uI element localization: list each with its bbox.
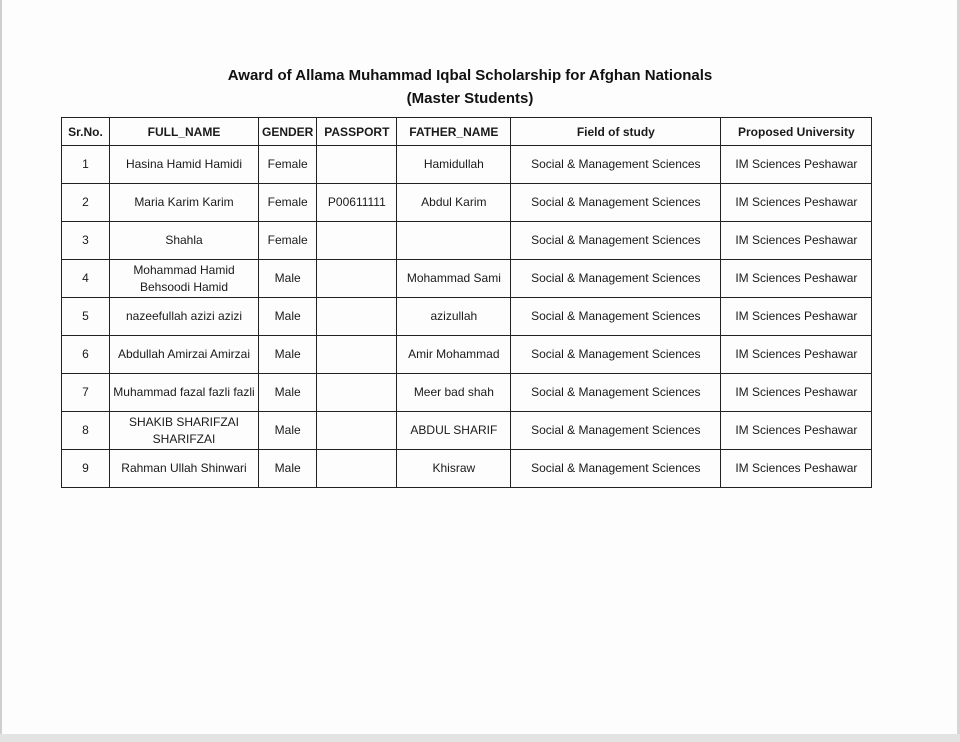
cell-proposed-university: IM Sciences Peshawar [721, 412, 872, 450]
cell-proposed-university: IM Sciences Peshawar [721, 298, 872, 336]
cell-field-of-study: Social & Management Sciences [511, 450, 721, 488]
cell-passport [317, 298, 397, 336]
cell-sr-no: 1 [62, 146, 110, 184]
cell-field-of-study: Social & Management Sciences [511, 412, 721, 450]
cell-full-name: Shahla [110, 222, 259, 260]
cell-sr-no: 5 [62, 298, 110, 336]
cell-field-of-study: Social & Management Sciences [511, 184, 721, 222]
table-row [62, 336, 872, 374]
cell-sr-no: 3 [62, 222, 110, 260]
scholarship-table [61, 117, 872, 488]
cell-proposed-university: IM Sciences Peshawar [721, 146, 872, 184]
cell-proposed-university: IM Sciences Peshawar [721, 450, 872, 488]
cell-sr-no: 2 [62, 184, 110, 222]
cell-gender: Male [259, 336, 317, 374]
cell-sr-no: 4 [62, 260, 110, 298]
cell-field-of-study: Social & Management Sciences [511, 222, 721, 260]
cell-sr-no: 6 [62, 336, 110, 374]
cell-gender: Male [259, 450, 317, 488]
cell-full-name: Maria Karim Karim [110, 184, 259, 222]
cell-proposed-university: IM Sciences Peshawar [721, 336, 872, 374]
cell-field-of-study: Social & Management Sciences [511, 298, 721, 336]
table-row [62, 184, 872, 222]
cell-passport [317, 450, 397, 488]
cell-father-name: Mohammad Sami [397, 260, 511, 298]
cell-father-name: Khisraw [397, 450, 511, 488]
cell-sr-no: 8 [62, 412, 110, 450]
cell-gender: Male [259, 412, 317, 450]
cell-father-name: azizullah [397, 298, 511, 336]
cell-full-name: SHAKIB SHARIFZAI SHARIFZAI [110, 412, 259, 450]
table-row [62, 298, 872, 336]
cell-field-of-study: Social & Management Sciences [511, 336, 721, 374]
cell-field-of-study: Social & Management Sciences [511, 374, 721, 412]
cell-father-name [397, 222, 511, 260]
cell-passport [317, 260, 397, 298]
cell-father-name: Meer bad shah [397, 374, 511, 412]
cell-proposed-university: IM Sciences Peshawar [721, 184, 872, 222]
page-bottom-bar [0, 734, 960, 742]
header-sr-no: Sr.No. [62, 118, 110, 146]
cell-passport [317, 412, 397, 450]
table-header-row [62, 118, 872, 146]
cell-field-of-study: Social & Management Sciences [511, 260, 721, 298]
cell-sr-no: 7 [62, 374, 110, 412]
cell-proposed-university: IM Sciences Peshawar [721, 222, 872, 260]
header-passport: PASSPORT [317, 118, 397, 146]
cell-gender: Male [259, 298, 317, 336]
page-left-edge [0, 0, 2, 742]
cell-passport [317, 374, 397, 412]
table-row [62, 260, 872, 298]
cell-father-name: Hamidullah [397, 146, 511, 184]
cell-full-name: Rahman Ullah Shinwari [110, 450, 259, 488]
cell-proposed-university: IM Sciences Peshawar [721, 374, 872, 412]
cell-gender: Male [259, 374, 317, 412]
table-row [62, 450, 872, 488]
cell-full-name: Hasina Hamid Hamidi [110, 146, 259, 184]
cell-full-name: Mohammad Hamid Behsoodi Hamid [110, 260, 259, 298]
table-row [62, 146, 872, 184]
table-row [62, 374, 872, 412]
cell-passport [317, 146, 397, 184]
table-row [62, 222, 872, 260]
cell-gender: Female [259, 222, 317, 260]
cell-full-name: Muhammad fazal fazli fazli [110, 374, 259, 412]
table-row [62, 412, 872, 450]
cell-gender: Female [259, 146, 317, 184]
header-gender: GENDER [259, 118, 317, 146]
cell-field-of-study: Social & Management Sciences [511, 146, 721, 184]
cell-passport [317, 222, 397, 260]
cell-father-name: Abdul Karim [397, 184, 511, 222]
document-title: Award of Allama Muhammad Iqbal Scholarship for Afghan Nationals [227, 67, 713, 84]
cell-sr-no: 9 [62, 450, 110, 488]
cell-father-name: Amir Mohammad [397, 336, 511, 374]
cell-passport: P00611111 [317, 184, 397, 222]
header-proposed-university: Proposed University [721, 118, 872, 146]
document-subtitle: (Master Students) [406, 90, 534, 107]
header-field-of-study: Field of study [511, 118, 721, 146]
cell-full-name: Abdullah Amirzai Amirzai [110, 336, 259, 374]
cell-gender: Female [259, 184, 317, 222]
cell-passport [317, 336, 397, 374]
cell-proposed-university: IM Sciences Peshawar [721, 260, 872, 298]
header-full-name: FULL_NAME [110, 118, 259, 146]
header-father-name: FATHER_NAME [397, 118, 511, 146]
cell-gender: Male [259, 260, 317, 298]
cell-full-name: nazeefullah azizi azizi [110, 298, 259, 336]
cell-father-name: ABDUL SHARIF [397, 412, 511, 450]
